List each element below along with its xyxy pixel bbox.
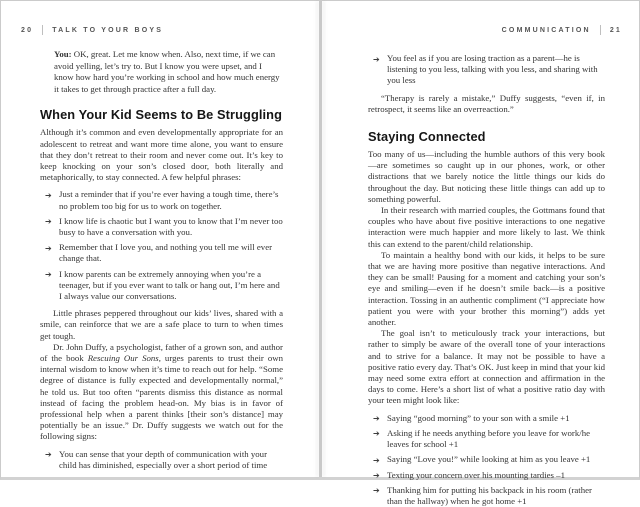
body-paragraph [368, 205, 605, 250]
list-item-text [387, 413, 570, 423]
arrow-bullet-icon: ➔ [373, 429, 380, 439]
list-item-text [59, 242, 272, 263]
header-separator [600, 25, 601, 35]
list-item [373, 470, 605, 481]
text-segment: OK, great. Let me know when. Also, next time, if we can avoid yelling, let’s try to. But I know you were upset, and I know how hard you’re working in school and how much energy it takes to get through practice after a full day. [54, 49, 280, 94]
right-page-number: 21 [609, 26, 622, 34]
list-item [373, 454, 605, 465]
list-item-text [59, 269, 280, 301]
body-paragraph [40, 127, 283, 183]
arrow-list [40, 449, 283, 471]
body-paragraph [368, 93, 605, 115]
list-item [373, 53, 605, 87]
right-page-content [368, 53, 605, 507]
body-paragraph [368, 328, 605, 406]
text-segment: “Therapy is rarely a mistake,” Duffy suggests, “even if, in retrospect, it seems like an overreaction.” [368, 92, 605, 114]
list-item [45, 189, 283, 211]
text-segment: Dr. John Duffy, a psychologist, father of a grown son, and author of the book [40, 341, 283, 364]
text-segment: The goal isn’t to meticulously track your interactions, but rather to simply be aware of the overall tone of your interactions and to strive for a balance. It may not be possible to have a positive ratio every day. That’s OK. Just keep in mind that your kid may need some extra effort at connection and affirmation in the days to come. Here’s a short list of what a positive ratio day with your teen might look like: [368, 328, 605, 406]
text-segment: , urges parents to trust their own internal wisdom to know when it’s time to reach out for help. “Some degree of distance is fully expected and developmentally normal,” he told us. But too often “parents dismiss this distance as normal instead of facing the problem head-on. My bias is in favor of professional help when a parent thinks [their son’s distance] may potentially be an issue.” Dr. Duffy suggests we watch out for the following signs: [40, 353, 283, 442]
body-paragraph [368, 149, 605, 205]
text-segment: I know parents can be extremely annoying when you’re a teenager, but if you ever want to talk or hang out, I’m here and I always value our conversations. [59, 268, 280, 302]
right-page [321, 1, 640, 506]
text-segment: You can sense that your depth of communication with your child has diminished, especially over a short period of time [59, 448, 268, 470]
text-segment: Saying “Love you!” while looking at him as you leave +1 [387, 454, 591, 465]
left-page-number: 20 [21, 26, 34, 34]
list-item-text [387, 470, 565, 480]
list-item [45, 269, 283, 303]
text-segment: In their research with married couples, the Gottmans found that couples who have about five positive interactions to one negative interaction were much happier and more likely to last. We think this can extend to the parent/child relationship. [368, 205, 605, 249]
dialogue-paragraph [54, 49, 283, 95]
arrow-bullet-icon: ➔ [45, 190, 52, 200]
text-segment: I know life is chaotic but I want you to know that I’m never too busy to have a conversation with you. [59, 215, 283, 237]
left-page-content [40, 49, 283, 471]
text-segment: You feel as if you are losing traction as a parent—he is listening to you less, talking with you less, and sharing with you less [387, 53, 598, 86]
text-segment: Thanking him for putting his backpack in his room (rather than the hallway) when he got home +1 [387, 484, 592, 506]
right-running-title: COMMUNICATION [501, 26, 591, 34]
list-item-text [387, 485, 592, 506]
text-segment: You: [54, 49, 72, 59]
arrow-bullet-icon: ➔ [45, 243, 52, 253]
left-running-header [21, 25, 163, 35]
arrow-bullet-icon: ➔ [373, 486, 380, 496]
list-item [45, 216, 283, 238]
arrow-list [40, 189, 283, 302]
arrow-bullet-icon: ➔ [373, 54, 380, 64]
list-item [373, 413, 605, 424]
arrow-list [368, 53, 605, 87]
body-paragraph [40, 342, 283, 443]
arrow-list [368, 413, 605, 507]
left-page [1, 1, 321, 481]
text-segment: Asking if he needs anything before you leave for work/he leaves for school +1 [387, 427, 590, 450]
text-segment: Just a reminder that if you’re ever having a tough time, there’s no problem too big for us to work on together. [59, 189, 279, 211]
header-separator [42, 25, 43, 35]
list-item-text [387, 428, 590, 449]
arrow-bullet-icon: ➔ [45, 270, 52, 280]
left-running-title: TALK TO YOUR BOYS [52, 26, 164, 34]
spread-gutter-divider [319, 1, 322, 477]
list-item-text [387, 53, 598, 85]
list-item [45, 449, 283, 471]
list-item [45, 242, 283, 264]
section-heading: When Your Kid Seems to Be Struggling [40, 107, 283, 123]
body-paragraph [40, 308, 283, 342]
list-item-text [59, 449, 267, 470]
text-segment: Too many of us—including the humble authors of this very book—are sometimes so caught up in our phones, work, or other distractions that we barely notice the little things our kids do throughout the day. But noticing these little things can add up to something powerful. [368, 149, 605, 204]
arrow-bullet-icon: ➔ [45, 450, 52, 460]
right-running-header [502, 25, 622, 35]
body-paragraph [368, 250, 605, 328]
text-segment: Saying “good morning” to your son with a smile +1 [387, 412, 570, 423]
arrow-bullet-icon: ➔ [373, 471, 380, 480]
list-item-text [59, 189, 278, 210]
text-segment: Although it’s common and even developmentally appropriate for an adolescent to retreat and want more time alone, you want to ensure that they don’t retreat to their room and never come out. It’s key to keep knocking on your son’s closed door, both literally and metaphorically, to stay connected. A few helpful phrases: [40, 127, 283, 183]
list-item [373, 428, 605, 450]
section-heading: Staying Connected [368, 129, 486, 145]
book-title-italic: Rescuing Our Sons [87, 353, 159, 364]
text-segment: To maintain a healthy bond with our kids, it helps to be sure that we are having more positive than negative interactions. And they can be small! Pausing for a moment and catching your son’s eye and smiling—even if he doesn’t smile back—is a positive interaction. Tossing in an authentic compliment (“I appreciate how patient you were with your brother this morning”) adds yet another. [368, 249, 605, 328]
list-item-text [387, 454, 590, 464]
text-segment: Remember that I love you, and nothing you tell me will ever change that. [59, 242, 273, 264]
list-item [373, 485, 605, 507]
text-segment: Little phrases peppered throughout our kids’ lives, shared with a smile, can reinforce that we are a safe place to turn to when times get tough. [40, 308, 283, 341]
arrow-bullet-icon: ➔ [45, 217, 52, 227]
text-segment: Texting your concern over his mounting tardies –1 [387, 469, 565, 480]
arrow-bullet-icon: ➔ [373, 455, 380, 465]
arrow-bullet-icon: ➔ [373, 414, 380, 424]
list-item-text [59, 216, 283, 237]
